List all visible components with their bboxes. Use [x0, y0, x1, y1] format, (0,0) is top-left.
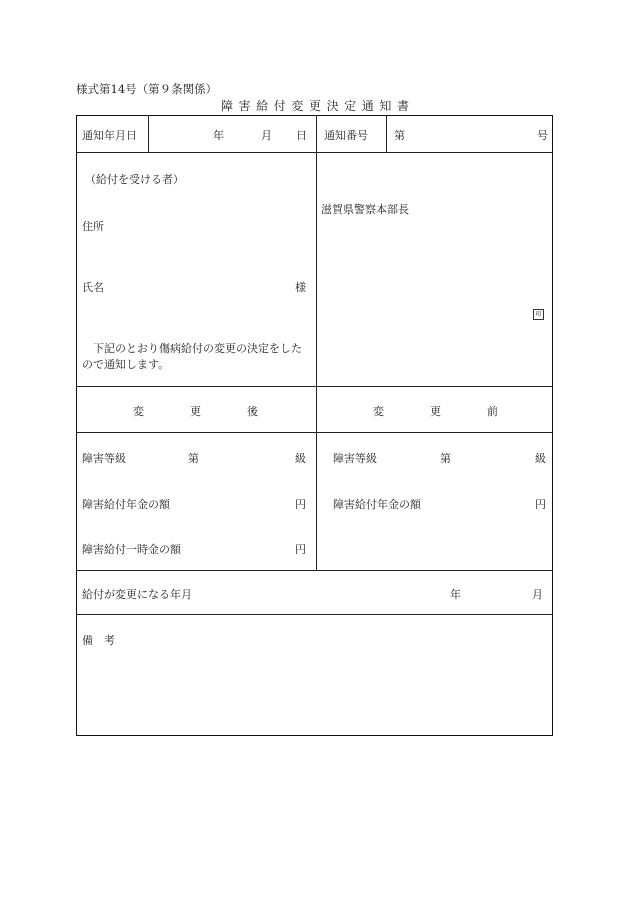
day-label: 日: [296, 129, 307, 142]
month-label: 月: [261, 129, 272, 142]
after-grade-label: 障害等級: [82, 452, 126, 465]
name-label: 氏名: [82, 281, 104, 294]
header-before-char-3: 前: [487, 405, 498, 418]
form-number: 様式第14号（第９条関係）: [76, 82, 218, 96]
header-before-char-2: 更: [430, 405, 441, 418]
before-grade-label: 障害等級: [333, 452, 377, 465]
change-year-label: 年: [450, 588, 461, 601]
document-title: 障害給付変更決定通知書: [221, 99, 415, 113]
issuer-name: 滋賀県警察本部長: [321, 203, 409, 216]
row-divider: [76, 386, 553, 387]
year-label: 年: [213, 129, 224, 142]
row-divider: [76, 614, 553, 615]
before-grade-prefix: 第: [440, 452, 451, 465]
seal-mark: 印: [533, 309, 544, 320]
after-lump-unit: 円: [295, 543, 306, 556]
header-after-char-2: 更: [190, 405, 201, 418]
col-divider: [316, 115, 317, 570]
row-divider: [76, 570, 553, 571]
after-lump-label: 障害給付一時金の額: [82, 543, 181, 556]
number-suffix: 号: [537, 129, 548, 142]
notice-number-label: 通知番号: [324, 129, 368, 142]
form-table: [76, 115, 553, 736]
change-date-label: 給付が変更になる年月: [82, 588, 192, 601]
notice-date-label: 通知年月日: [82, 129, 137, 142]
after-grade-suffix: 級: [295, 452, 306, 465]
header-after-char-3: 後: [247, 405, 258, 418]
after-annuity-unit: 円: [295, 498, 306, 511]
notice-text: 下記のとおり傷病給付の変更の決定をしたので通知します。: [82, 342, 302, 371]
before-annuity-label: 障害給付年金の額: [333, 498, 421, 511]
before-grade-suffix: 級: [535, 452, 546, 465]
remarks-label: 備 考: [82, 634, 115, 647]
after-grade-prefix: 第: [188, 452, 199, 465]
row-divider: [76, 152, 553, 153]
recipient-heading: （給付を受ける者）: [85, 173, 184, 186]
row-divider: [76, 432, 553, 433]
before-annuity-unit: 円: [535, 498, 546, 511]
honorific: 様: [295, 281, 306, 294]
after-annuity-label: 障害給付年金の額: [82, 498, 170, 511]
address-label: 住所: [82, 220, 104, 233]
col-divider: [386, 115, 387, 152]
header-after-char-1: 変: [133, 405, 144, 418]
number-prefix: 第: [394, 129, 405, 142]
header-before-char-1: 変: [373, 405, 384, 418]
change-month-label: 月: [532, 588, 543, 601]
col-divider: [148, 115, 149, 152]
